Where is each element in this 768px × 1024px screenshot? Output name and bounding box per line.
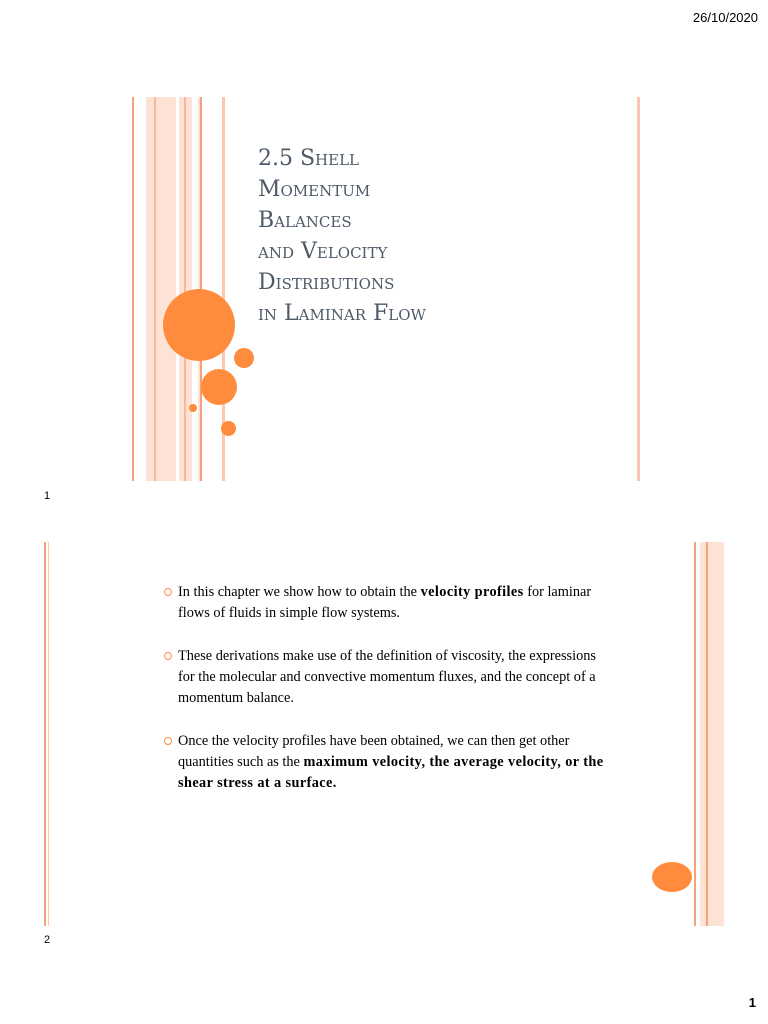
decor-band [44,542,46,926]
bullet-list [164,582,604,816]
page-number: 1 [748,995,756,1010]
decor-band [48,542,49,926]
bullet-emphasis: velocity profiles [420,584,524,600]
title-line: in Laminar Flow [258,301,426,326]
decor-band [637,97,640,481]
decor-circle-small [221,421,236,436]
slide-number: 2 [44,934,51,946]
bullet-text: These derivations make use of the definition of viscosity, the expressions for the molecular and convective momentum fluxes, and the concept of a momentum balance. [178,648,596,706]
circle-bullet-icon [164,588,172,596]
decor-circle [652,862,692,892]
title-line: Balances [258,208,352,233]
title-line: and Velocity [258,239,388,264]
circle-bullet-icon [164,737,172,745]
decor-band [184,97,186,481]
bullet-text: for laminar flows of fluids in simple flow systems. [178,584,592,621]
title-line: Distributions [258,270,395,295]
decor-band [694,542,696,926]
decor-circle-large [163,289,235,361]
bullet-item [164,582,604,624]
title-line: Momentum [258,177,371,202]
decor-band [132,97,134,481]
slide-number: 1 [44,490,51,502]
bullet-text: Once the velocity profiles have been obtained, we can then get other quantities such as the [178,733,570,770]
decor-circle-tiny [189,404,197,412]
title-line: 2.5 Shell [258,146,360,171]
decor-band [700,542,724,926]
decor-circle-small [234,348,254,368]
decor-band [176,97,179,481]
decor-circle-medium [201,369,237,405]
bullet-text: In this chapter we show how to obtain the [178,584,421,600]
bullet-emphasis: maximum velocity, the average velocity, or the shear stress at a surface. [178,754,604,791]
date-label: 26/10/2020 [692,10,758,25]
bullet-item [164,731,604,794]
slide-title [258,143,618,329]
decor-band [706,542,708,926]
circle-bullet-icon [164,652,172,660]
slide-1-title [132,97,640,481]
decor-band [154,97,156,481]
slide-2-content [44,542,726,926]
bullet-item [164,646,604,709]
